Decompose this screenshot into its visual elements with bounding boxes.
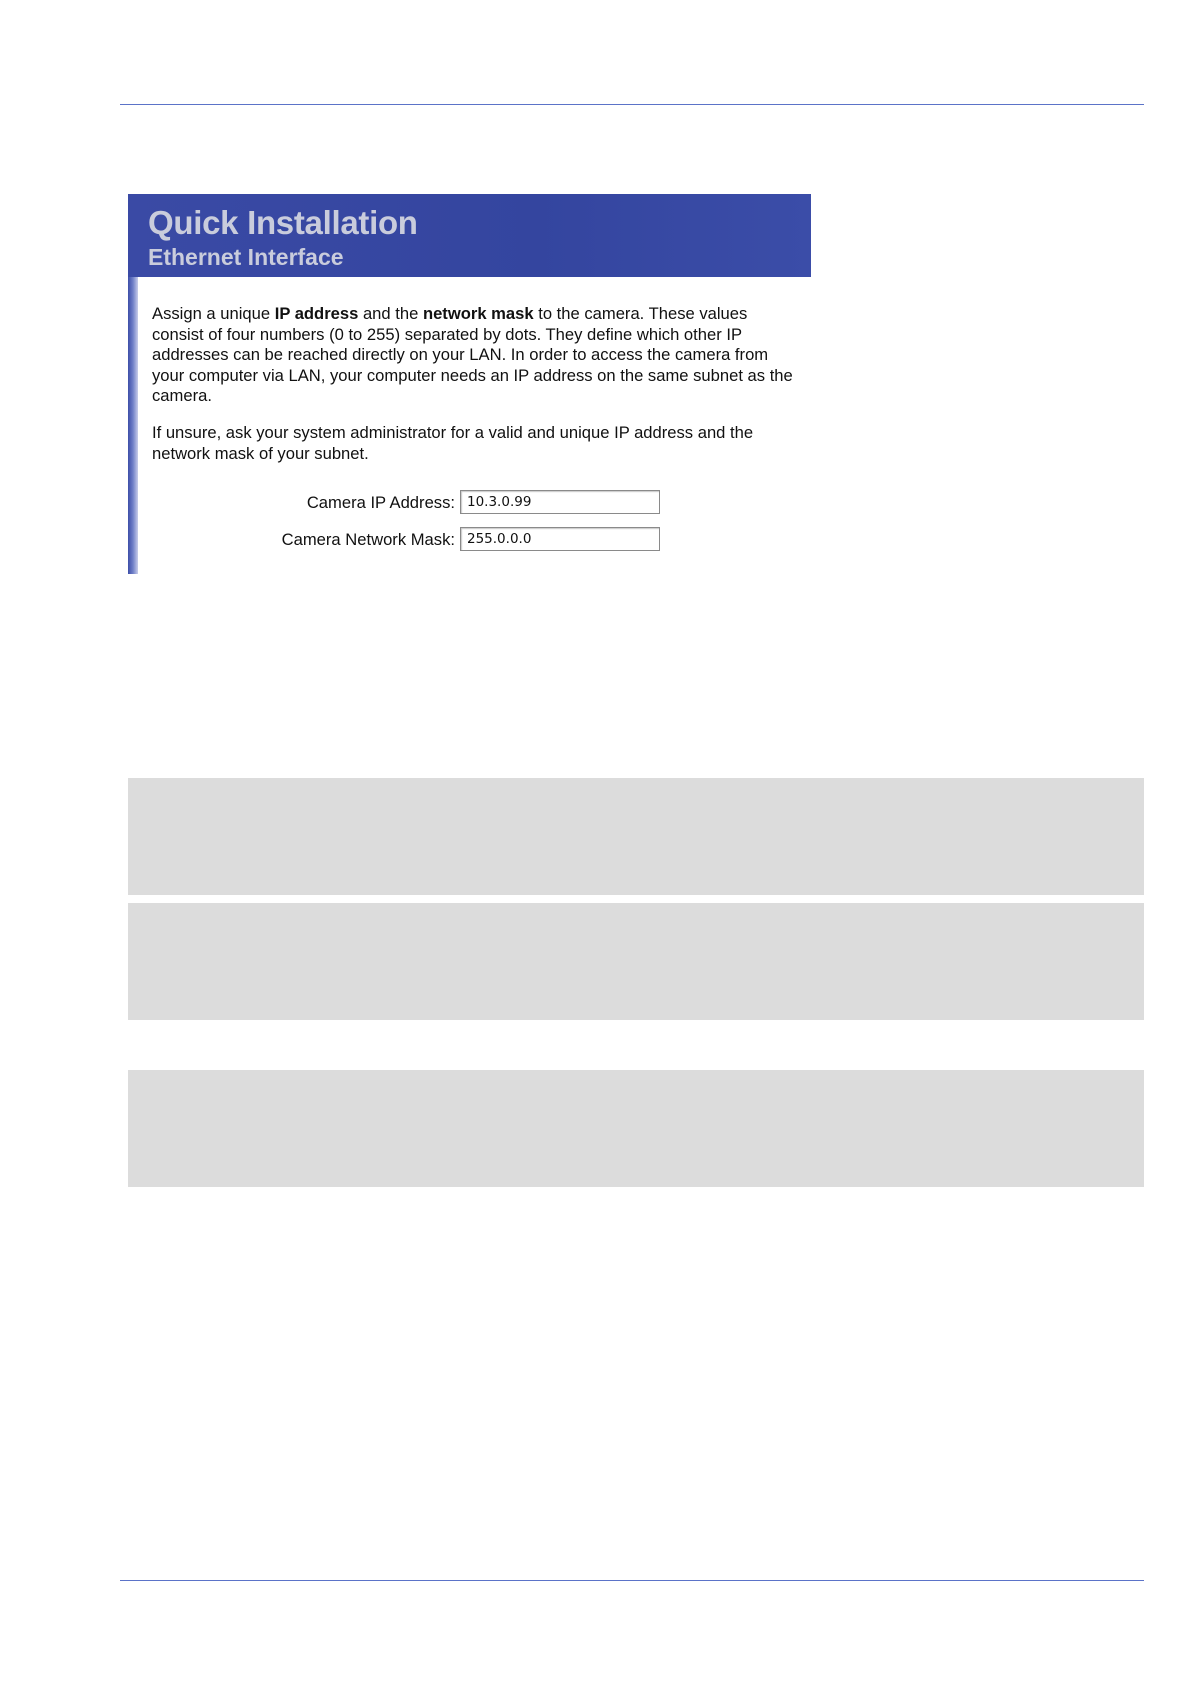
instruction-bold-mask: network mask xyxy=(422,304,534,323)
quick-installation-screenshot xyxy=(128,194,811,574)
ip-address-input[interactable] xyxy=(460,490,660,514)
header-rule xyxy=(120,104,1144,105)
ip-address-row xyxy=(128,490,811,516)
instruction-paragraph xyxy=(152,304,802,407)
dialog-title: Quick Installation xyxy=(148,204,418,241)
admin-paragraph: If unsure, ask your system administrator for a valid and unique IP address and the network mask of your subnet. xyxy=(152,422,754,463)
instruction-bold-ip: IP address xyxy=(274,304,359,323)
dialog-subtitle: Ethernet Interface xyxy=(148,244,344,270)
dialog-content xyxy=(152,304,802,464)
network-mask-input[interactable] xyxy=(460,527,660,551)
dialog-banner xyxy=(128,194,811,277)
instruction-text-3: to the camera. These values consist of four numbers (0 to 255) separated by dots. They define which other IP addresses can be reached directly on your LAN. In order to access the camera from your computer via LAN, your computer needs an IP address on the same subnet as the camera. xyxy=(152,304,793,406)
instruction-text-1: Assign a unique xyxy=(152,304,275,323)
network-mask-row xyxy=(128,527,811,553)
ip-address-label: Camera IP Address: xyxy=(306,493,455,512)
footer-rule xyxy=(120,1580,1144,1581)
gray-note-box-2 xyxy=(128,903,1144,1020)
instruction-text-2: and the xyxy=(358,304,423,323)
network-mask-label: Camera Network Mask: xyxy=(281,530,455,549)
gray-note-box-3 xyxy=(128,1070,1144,1187)
gray-note-box-1 xyxy=(128,778,1144,895)
